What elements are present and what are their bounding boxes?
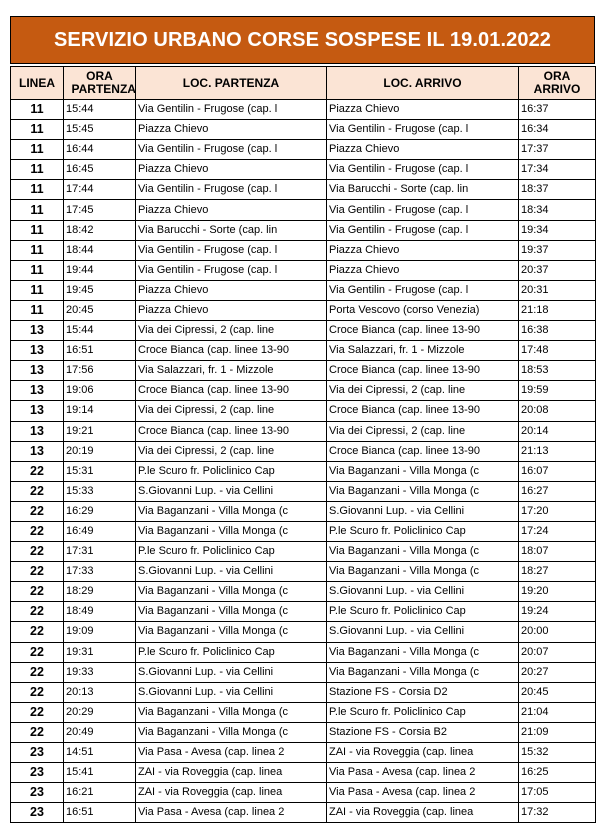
cell-loc-partenza: Piazza Chievo bbox=[136, 120, 327, 140]
cell-ora-arrivo: 21:13 bbox=[519, 441, 596, 461]
cell-ora-arrivo: 21:04 bbox=[519, 702, 596, 722]
cell-loc-arrivo: Via Gentilin - Frugose (cap. l bbox=[327, 120, 519, 140]
cell-ora-partenza: 16:51 bbox=[64, 803, 136, 823]
cell-linea: 22 bbox=[11, 461, 64, 481]
table-row bbox=[11, 381, 596, 401]
cell-loc-arrivo: Via Pasa - Avesa (cap. linea 2 bbox=[327, 763, 519, 783]
cell-loc-arrivo: Via Gentilin - Frugose (cap. l bbox=[327, 160, 519, 180]
cell-ora-partenza: 19:21 bbox=[64, 421, 136, 441]
timetable-body bbox=[11, 100, 596, 823]
table-row bbox=[11, 622, 596, 642]
cell-linea: 11 bbox=[11, 260, 64, 280]
cell-loc-partenza: Via Salazzari, fr. 1 - Mizzole bbox=[136, 361, 327, 381]
cell-loc-partenza: Via dei Cipressi, 2 (cap. line bbox=[136, 441, 327, 461]
cell-linea: 11 bbox=[11, 120, 64, 140]
cell-ora-arrivo: 17:37 bbox=[519, 140, 596, 160]
cell-loc-partenza: Piazza Chievo bbox=[136, 280, 327, 300]
cell-ora-partenza: 19:06 bbox=[64, 381, 136, 401]
cell-ora-arrivo: 19:37 bbox=[519, 240, 596, 260]
cell-loc-partenza: Croce Bianca (cap. linee 13-90 bbox=[136, 341, 327, 361]
cell-loc-arrivo: Via Baganzani - Villa Monga (c bbox=[327, 642, 519, 662]
cell-linea: 13 bbox=[11, 421, 64, 441]
timetable bbox=[10, 66, 596, 823]
table-row bbox=[11, 361, 596, 381]
cell-loc-arrivo: Via dei Cipressi, 2 (cap. line bbox=[327, 421, 519, 441]
cell-linea: 11 bbox=[11, 160, 64, 180]
cell-ora-partenza: 16:44 bbox=[64, 140, 136, 160]
table-row bbox=[11, 200, 596, 220]
cell-ora-partenza: 20:29 bbox=[64, 702, 136, 722]
cell-ora-arrivo: 21:18 bbox=[519, 300, 596, 320]
cell-ora-partenza: 20:45 bbox=[64, 300, 136, 320]
cell-ora-partenza: 16:21 bbox=[64, 783, 136, 803]
cell-ora-arrivo: 16:07 bbox=[519, 461, 596, 481]
cell-loc-arrivo: ZAI - via Roveggia (cap. linea bbox=[327, 803, 519, 823]
cell-ora-partenza: 20:49 bbox=[64, 722, 136, 742]
table-row bbox=[11, 120, 596, 140]
cell-ora-arrivo: 17:48 bbox=[519, 341, 596, 361]
header-ora-arrivo bbox=[519, 67, 596, 100]
table-row bbox=[11, 341, 596, 361]
cell-ora-partenza: 16:45 bbox=[64, 160, 136, 180]
cell-ora-partenza: 15:31 bbox=[64, 461, 136, 481]
cell-ora-partenza: 19:14 bbox=[64, 401, 136, 421]
cell-ora-partenza: 19:33 bbox=[64, 662, 136, 682]
cell-linea: 11 bbox=[11, 100, 64, 120]
cell-loc-partenza: ZAI - via Roveggia (cap. linea bbox=[136, 763, 327, 783]
cell-ora-partenza: 17:56 bbox=[64, 361, 136, 381]
cell-loc-arrivo: Stazione FS - Corsia D2 bbox=[327, 682, 519, 702]
cell-ora-arrivo: 20:37 bbox=[519, 260, 596, 280]
cell-ora-partenza: 16:51 bbox=[64, 341, 136, 361]
cell-ora-partenza: 20:19 bbox=[64, 441, 136, 461]
header-ora-partenza bbox=[64, 67, 136, 100]
cell-loc-partenza: Via Gentilin - Frugose (cap. l bbox=[136, 240, 327, 260]
cell-loc-partenza: Piazza Chievo bbox=[136, 160, 327, 180]
cell-linea: 22 bbox=[11, 582, 64, 602]
cell-ora-partenza: 18:29 bbox=[64, 582, 136, 602]
page-title: SERVIZIO URBANO CORSE SOSPESE IL 19.01.2022 bbox=[53, 28, 552, 51]
cell-loc-partenza: P.le Scuro fr. Policlinico Cap bbox=[136, 542, 327, 562]
cell-ora-arrivo: 15:32 bbox=[519, 743, 596, 763]
cell-linea: 13 bbox=[11, 361, 64, 381]
table-row bbox=[11, 260, 596, 280]
cell-ora-arrivo: 18:34 bbox=[519, 200, 596, 220]
cell-ora-arrivo: 19:24 bbox=[519, 602, 596, 622]
cell-linea: 13 bbox=[11, 321, 64, 341]
cell-ora-arrivo: 17:32 bbox=[519, 803, 596, 823]
cell-linea: 11 bbox=[11, 140, 64, 160]
cell-ora-arrivo: 20:14 bbox=[519, 421, 596, 441]
cell-linea: 23 bbox=[11, 803, 64, 823]
table-row bbox=[11, 140, 596, 160]
table-row bbox=[11, 321, 596, 341]
cell-linea: 22 bbox=[11, 602, 64, 622]
cell-linea: 22 bbox=[11, 622, 64, 642]
cell-ora-arrivo: 17:24 bbox=[519, 521, 596, 541]
cell-linea: 13 bbox=[11, 401, 64, 421]
cell-loc-partenza: S.Giovanni Lup. - via Cellini bbox=[136, 481, 327, 501]
cell-ora-arrivo: 20:08 bbox=[519, 401, 596, 421]
cell-loc-partenza: Croce Bianca (cap. linee 13-90 bbox=[136, 381, 327, 401]
cell-ora-arrivo: 18:53 bbox=[519, 361, 596, 381]
table-row bbox=[11, 421, 596, 441]
cell-ora-arrivo: 18:37 bbox=[519, 180, 596, 200]
cell-ora-arrivo: 20:00 bbox=[519, 622, 596, 642]
table-row bbox=[11, 682, 596, 702]
cell-loc-partenza: S.Giovanni Lup. - via Cellini bbox=[136, 662, 327, 682]
cell-ora-arrivo: 16:34 bbox=[519, 120, 596, 140]
cell-loc-arrivo: Via Salazzari, fr. 1 - Mizzole bbox=[327, 341, 519, 361]
cell-ora-partenza: 15:45 bbox=[64, 120, 136, 140]
cell-loc-partenza: P.le Scuro fr. Policlinico Cap bbox=[136, 461, 327, 481]
cell-loc-partenza: Via Gentilin - Frugose (cap. l bbox=[136, 260, 327, 280]
cell-linea: 11 bbox=[11, 300, 64, 320]
cell-loc-arrivo: P.le Scuro fr. Policlinico Cap bbox=[327, 602, 519, 622]
cell-loc-arrivo: Stazione FS - Corsia B2 bbox=[327, 722, 519, 742]
cell-ora-arrivo: 21:09 bbox=[519, 722, 596, 742]
cell-loc-arrivo: Via Baganzani - Villa Monga (c bbox=[327, 542, 519, 562]
cell-linea: 11 bbox=[11, 200, 64, 220]
cell-ora-partenza: 20:13 bbox=[64, 682, 136, 702]
cell-ora-partenza: 16:49 bbox=[64, 521, 136, 541]
cell-ora-arrivo: 16:38 bbox=[519, 321, 596, 341]
cell-ora-arrivo: 17:05 bbox=[519, 783, 596, 803]
cell-loc-partenza: Piazza Chievo bbox=[136, 300, 327, 320]
cell-linea: 11 bbox=[11, 220, 64, 240]
cell-linea: 11 bbox=[11, 280, 64, 300]
header-ora-partenza-label: ORA PARTENZA bbox=[71, 69, 136, 96]
table-row bbox=[11, 441, 596, 461]
cell-loc-partenza: Via dei Cipressi, 2 (cap. line bbox=[136, 321, 327, 341]
cell-ora-partenza: 15:41 bbox=[64, 763, 136, 783]
cell-linea: 11 bbox=[11, 180, 64, 200]
cell-loc-arrivo: Via Gentilin - Frugose (cap. l bbox=[327, 280, 519, 300]
cell-linea: 22 bbox=[11, 662, 64, 682]
table-header-row bbox=[11, 67, 596, 100]
table-row bbox=[11, 240, 596, 260]
cell-loc-partenza: Croce Bianca (cap. linee 13-90 bbox=[136, 421, 327, 441]
cell-loc-arrivo: Via Barucchi - Sorte (cap. lin bbox=[327, 180, 519, 200]
cell-ora-arrivo: 16:27 bbox=[519, 481, 596, 501]
cell-loc-arrivo: Piazza Chievo bbox=[327, 240, 519, 260]
cell-ora-partenza: 17:33 bbox=[64, 562, 136, 582]
header-ora-arrivo-label: ORA ARRIVO bbox=[533, 69, 581, 96]
table-row bbox=[11, 542, 596, 562]
cell-loc-partenza: Via Baganzani - Villa Monga (c bbox=[136, 602, 327, 622]
cell-loc-arrivo: Via Baganzani - Villa Monga (c bbox=[327, 481, 519, 501]
cell-ora-arrivo: 17:34 bbox=[519, 160, 596, 180]
cell-ora-partenza: 14:51 bbox=[64, 743, 136, 763]
table-row bbox=[11, 662, 596, 682]
cell-ora-arrivo: 20:07 bbox=[519, 642, 596, 662]
cell-ora-partenza: 15:44 bbox=[64, 321, 136, 341]
cell-loc-arrivo: Via Baganzani - Villa Monga (c bbox=[327, 461, 519, 481]
table-row bbox=[11, 763, 596, 783]
cell-loc-arrivo: Croce Bianca (cap. linee 13-90 bbox=[327, 321, 519, 341]
cell-ora-partenza: 15:33 bbox=[64, 481, 136, 501]
cell-ora-arrivo: 16:37 bbox=[519, 100, 596, 120]
cell-ora-arrivo: 19:34 bbox=[519, 220, 596, 240]
cell-ora-partenza: 15:44 bbox=[64, 100, 136, 120]
cell-loc-arrivo: S.Giovanni Lup. - via Cellini bbox=[327, 622, 519, 642]
table-row bbox=[11, 461, 596, 481]
cell-ora-arrivo: 20:45 bbox=[519, 682, 596, 702]
cell-ora-partenza: 18:44 bbox=[64, 240, 136, 260]
cell-loc-partenza: S.Giovanni Lup. - via Cellini bbox=[136, 562, 327, 582]
cell-loc-partenza: Via Barucchi - Sorte (cap. lin bbox=[136, 220, 327, 240]
table-row bbox=[11, 100, 596, 120]
table-row bbox=[11, 602, 596, 622]
cell-ora-partenza: 19:44 bbox=[64, 260, 136, 280]
cell-linea: 13 bbox=[11, 381, 64, 401]
cell-ora-partenza: 18:49 bbox=[64, 602, 136, 622]
table-row bbox=[11, 803, 596, 823]
cell-ora-arrivo: 19:20 bbox=[519, 582, 596, 602]
cell-loc-partenza: Via Baganzani - Villa Monga (c bbox=[136, 702, 327, 722]
table-row bbox=[11, 300, 596, 320]
cell-loc-partenza: Via Pasa - Avesa (cap. linea 2 bbox=[136, 803, 327, 823]
table-row bbox=[11, 160, 596, 180]
cell-linea: 22 bbox=[11, 642, 64, 662]
cell-ora-partenza: 17:44 bbox=[64, 180, 136, 200]
table-row bbox=[11, 521, 596, 541]
cell-ora-partenza: 16:29 bbox=[64, 501, 136, 521]
table-row bbox=[11, 481, 596, 501]
cell-ora-arrivo: 20:27 bbox=[519, 662, 596, 682]
cell-loc-arrivo: ZAI - via Roveggia (cap. linea bbox=[327, 743, 519, 763]
cell-loc-partenza: Via Gentilin - Frugose (cap. l bbox=[136, 180, 327, 200]
cell-linea: 23 bbox=[11, 763, 64, 783]
header-linea: LINEA bbox=[11, 67, 64, 100]
cell-loc-arrivo: Via dei Cipressi, 2 (cap. line bbox=[327, 381, 519, 401]
cell-linea: 22 bbox=[11, 722, 64, 742]
table-row bbox=[11, 743, 596, 763]
cell-loc-arrivo: Via Baganzani - Villa Monga (c bbox=[327, 562, 519, 582]
cell-linea: 22 bbox=[11, 501, 64, 521]
cell-ora-arrivo: 18:27 bbox=[519, 562, 596, 582]
cell-ora-partenza: 19:45 bbox=[64, 280, 136, 300]
table-row bbox=[11, 582, 596, 602]
cell-loc-partenza: Via Baganzani - Villa Monga (c bbox=[136, 521, 327, 541]
table-row bbox=[11, 722, 596, 742]
cell-linea: 11 bbox=[11, 240, 64, 260]
cell-ora-arrivo: 18:07 bbox=[519, 542, 596, 562]
cell-ora-partenza: 19:09 bbox=[64, 622, 136, 642]
cell-ora-partenza: 18:42 bbox=[64, 220, 136, 240]
cell-ora-arrivo: 16:25 bbox=[519, 763, 596, 783]
cell-loc-arrivo: Via Pasa - Avesa (cap. linea 2 bbox=[327, 783, 519, 803]
cell-loc-arrivo: P.le Scuro fr. Policlinico Cap bbox=[327, 702, 519, 722]
cell-linea: 22 bbox=[11, 481, 64, 501]
cell-ora-arrivo: 17:20 bbox=[519, 501, 596, 521]
cell-loc-arrivo: Piazza Chievo bbox=[327, 260, 519, 280]
table-row bbox=[11, 501, 596, 521]
cell-loc-partenza: S.Giovanni Lup. - via Cellini bbox=[136, 682, 327, 702]
cell-loc-partenza: Via Baganzani - Villa Monga (c bbox=[136, 582, 327, 602]
cell-ora-arrivo: 20:31 bbox=[519, 280, 596, 300]
cell-linea: 22 bbox=[11, 562, 64, 582]
cell-loc-partenza: Via Baganzani - Villa Monga (c bbox=[136, 622, 327, 642]
table-row bbox=[11, 783, 596, 803]
header-loc-partenza: LOC. PARTENZA bbox=[136, 67, 327, 100]
title-bar bbox=[10, 16, 595, 64]
cell-loc-partenza: Via Gentilin - Frugose (cap. l bbox=[136, 140, 327, 160]
cell-loc-arrivo: Via Baganzani - Villa Monga (c bbox=[327, 662, 519, 682]
cell-loc-arrivo: Croce Bianca (cap. linee 13-90 bbox=[327, 401, 519, 421]
cell-loc-arrivo: Croce Bianca (cap. linee 13-90 bbox=[327, 361, 519, 381]
cell-loc-arrivo: Croce Bianca (cap. linee 13-90 bbox=[327, 441, 519, 461]
cell-loc-arrivo: Piazza Chievo bbox=[327, 100, 519, 120]
cell-loc-partenza: Via Pasa - Avesa (cap. linea 2 bbox=[136, 743, 327, 763]
cell-ora-partenza: 19:31 bbox=[64, 642, 136, 662]
table-row bbox=[11, 401, 596, 421]
table-row bbox=[11, 280, 596, 300]
cell-loc-partenza: Piazza Chievo bbox=[136, 200, 327, 220]
cell-linea: 22 bbox=[11, 682, 64, 702]
cell-ora-partenza: 17:31 bbox=[64, 542, 136, 562]
cell-loc-arrivo: Piazza Chievo bbox=[327, 140, 519, 160]
cell-loc-arrivo: S.Giovanni Lup. - via Cellini bbox=[327, 501, 519, 521]
cell-loc-partenza: Via Baganzani - Villa Monga (c bbox=[136, 501, 327, 521]
cell-linea: 22 bbox=[11, 702, 64, 722]
cell-linea: 22 bbox=[11, 521, 64, 541]
cell-loc-partenza: Via Baganzani - Villa Monga (c bbox=[136, 722, 327, 742]
cell-loc-arrivo: Porta Vescovo (corso Venezia) bbox=[327, 300, 519, 320]
table-row bbox=[11, 562, 596, 582]
cell-ora-arrivo: 19:59 bbox=[519, 381, 596, 401]
cell-linea: 23 bbox=[11, 743, 64, 763]
cell-loc-partenza: Via dei Cipressi, 2 (cap. line bbox=[136, 401, 327, 421]
cell-loc-arrivo: P.le Scuro fr. Policlinico Cap bbox=[327, 521, 519, 541]
table-row bbox=[11, 702, 596, 722]
table-row bbox=[11, 220, 596, 240]
cell-ora-partenza: 17:45 bbox=[64, 200, 136, 220]
cell-linea: 13 bbox=[11, 441, 64, 461]
cell-linea: 23 bbox=[11, 783, 64, 803]
header-loc-arrivo: LOC. ARRIVO bbox=[327, 67, 519, 100]
table-row bbox=[11, 180, 596, 200]
cell-linea: 22 bbox=[11, 542, 64, 562]
cell-loc-arrivo: Via Gentilin - Frugose (cap. l bbox=[327, 220, 519, 240]
cell-loc-arrivo: S.Giovanni Lup. - via Cellini bbox=[327, 582, 519, 602]
table-row bbox=[11, 642, 596, 662]
cell-loc-partenza: P.le Scuro fr. Policlinico Cap bbox=[136, 642, 327, 662]
cell-linea: 13 bbox=[11, 341, 64, 361]
cell-loc-partenza: ZAI - via Roveggia (cap. linea bbox=[136, 783, 327, 803]
cell-loc-partenza: Via Gentilin - Frugose (cap. l bbox=[136, 100, 327, 120]
cell-loc-arrivo: Via Gentilin - Frugose (cap. l bbox=[327, 200, 519, 220]
